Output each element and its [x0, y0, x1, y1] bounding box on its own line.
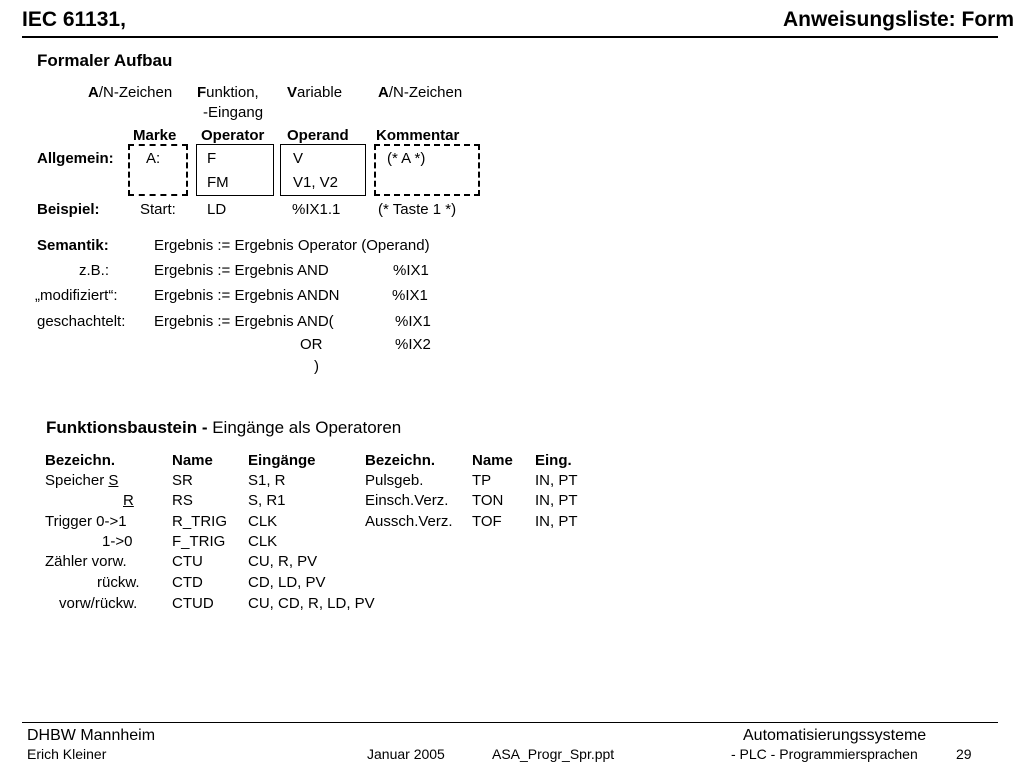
fb-row-desc: Speicher S	[45, 472, 119, 489]
section-title-function-blocks: Funktionsbaustein - Eingänge als Operatoren	[46, 418, 402, 437]
fb-row-inputs: CU, CD, R, LD, PV	[248, 595, 375, 612]
semantics-row-label: z.B.:	[79, 262, 110, 279]
fb-row-inputs: CLK	[248, 533, 278, 550]
fb-row-inputs: IN, PT	[535, 492, 578, 509]
semantics-row-label: „modifiziert“:	[35, 287, 118, 304]
semantics-row-text: Ergebnis := Ergebnis ANDN	[154, 287, 340, 304]
example-label: Beispiel:	[37, 201, 100, 218]
header-rule	[22, 36, 998, 38]
general-comment: (* A *)	[387, 150, 426, 167]
semantics-row-operand: %IX1	[393, 262, 429, 279]
example-comment: (* Taste 1 *)	[378, 201, 457, 218]
fb-row-inputs: S, R1	[248, 492, 286, 509]
fb-row-name: CTU	[172, 553, 203, 570]
footer-course: Automatisierungssysteme	[743, 727, 927, 744]
semantics-row-text: Ergebnis := Ergebnis AND(	[154, 313, 334, 330]
header-right-title: Anweisungsliste: Form	[782, 8, 1014, 31]
general-operand-2: V1, V2	[293, 174, 339, 191]
footer-subtitle: - PLC - Programmiersprachen	[731, 746, 918, 762]
col-head-marke: Marke	[133, 127, 177, 144]
section-title-formal: Formaler Aufbau	[37, 51, 173, 70]
general-operand-1: V	[293, 150, 304, 167]
fb-row-desc: rückw.	[97, 574, 140, 591]
semantics-label: Semantik:	[37, 237, 109, 254]
semantics-row-operand: %IX1	[395, 313, 431, 330]
general-mark: A:	[146, 150, 161, 167]
fb-row-inputs: CD, LD, PV	[248, 574, 326, 591]
fb-header-inputs-right: Eing.	[535, 452, 572, 469]
general-op-1: F	[207, 150, 217, 167]
fb-row-desc: Trigger 0->1	[45, 513, 127, 530]
col-desc-4: A/N-Zeichen	[378, 84, 463, 101]
fb-row-desc: R	[123, 492, 134, 509]
footer-date: Januar 2005	[367, 746, 445, 762]
fb-row-desc: Zähler vorw.	[45, 553, 127, 570]
fb-row-name: TON	[472, 492, 504, 509]
fb-row-name: CTD	[172, 574, 203, 591]
semantics-main: Ergebnis := Ergebnis Operator (Operand)	[154, 237, 430, 254]
fb-row-desc: 1->0	[102, 533, 133, 550]
fb-row-inputs: IN, PT	[535, 513, 578, 530]
header-left-title: IEC 61131,	[22, 8, 126, 31]
col-head-operand: Operand	[287, 127, 349, 144]
fb-header-inputs-left: Eingänge	[248, 452, 316, 469]
fb-row-inputs: CLK	[248, 513, 278, 530]
fb-row-desc: vorw/rückw.	[59, 595, 138, 612]
fb-row-name: F_TRIG	[172, 533, 226, 550]
semantics-row-label: geschachtelt:	[37, 313, 126, 330]
semantics-nested-operand: %IX2	[395, 336, 431, 353]
fb-row-desc: Aussch.Verz.	[365, 513, 453, 530]
col-desc-3: Variable	[287, 84, 343, 101]
semantics-row-text: Ergebnis := Ergebnis AND	[154, 262, 329, 279]
footer-author: Erich Kleiner	[27, 746, 107, 762]
fb-header-desc-left: Bezeichn.	[45, 452, 116, 469]
fb-row-inputs: S1, R	[248, 472, 286, 489]
col-desc-1: A/N-Zeichen	[88, 84, 173, 101]
fb-header-desc-right: Bezeichn.	[365, 452, 436, 469]
example-op: LD	[207, 201, 227, 218]
fb-row-name: TOF	[472, 513, 502, 530]
fb-row-inputs: IN, PT	[535, 472, 578, 489]
example-mark: Start:	[140, 201, 176, 218]
fb-row-desc: Einsch.Verz.	[365, 492, 449, 509]
semantics-row-operand: %IX1	[392, 287, 428, 304]
general-label: Allgemein:	[37, 150, 114, 167]
col-desc-2: Funktion,	[197, 84, 259, 101]
fb-header-name-right: Name	[472, 452, 513, 469]
fb-header-name-left: Name	[172, 452, 213, 469]
fb-row-name: R_TRIG	[172, 513, 228, 530]
general-op-2: FM	[207, 174, 229, 191]
footer-org: DHBW Mannheim	[27, 727, 156, 744]
col-head-operator: Operator	[201, 127, 265, 144]
col-head-kommentar: Kommentar	[376, 127, 460, 144]
footer-file: ASA_Progr_Spr.ppt	[492, 746, 615, 762]
semantics-close-paren: )	[314, 358, 319, 375]
fb-row-desc: Pulsgeb.	[365, 472, 424, 489]
fb-row-name: SR	[172, 472, 193, 489]
semantics-nested-op: OR	[300, 336, 323, 353]
fb-row-name: CTUD	[172, 595, 214, 612]
example-operand: %IX1.1	[292, 201, 341, 218]
footer-page-number: 29	[956, 746, 972, 762]
footer-rule	[22, 722, 998, 723]
col-desc-2-line2: -Eingang	[203, 104, 264, 121]
fb-row-name: TP	[472, 472, 492, 489]
fb-row-inputs: CU, R, PV	[248, 553, 318, 570]
fb-row-name: RS	[172, 492, 193, 509]
